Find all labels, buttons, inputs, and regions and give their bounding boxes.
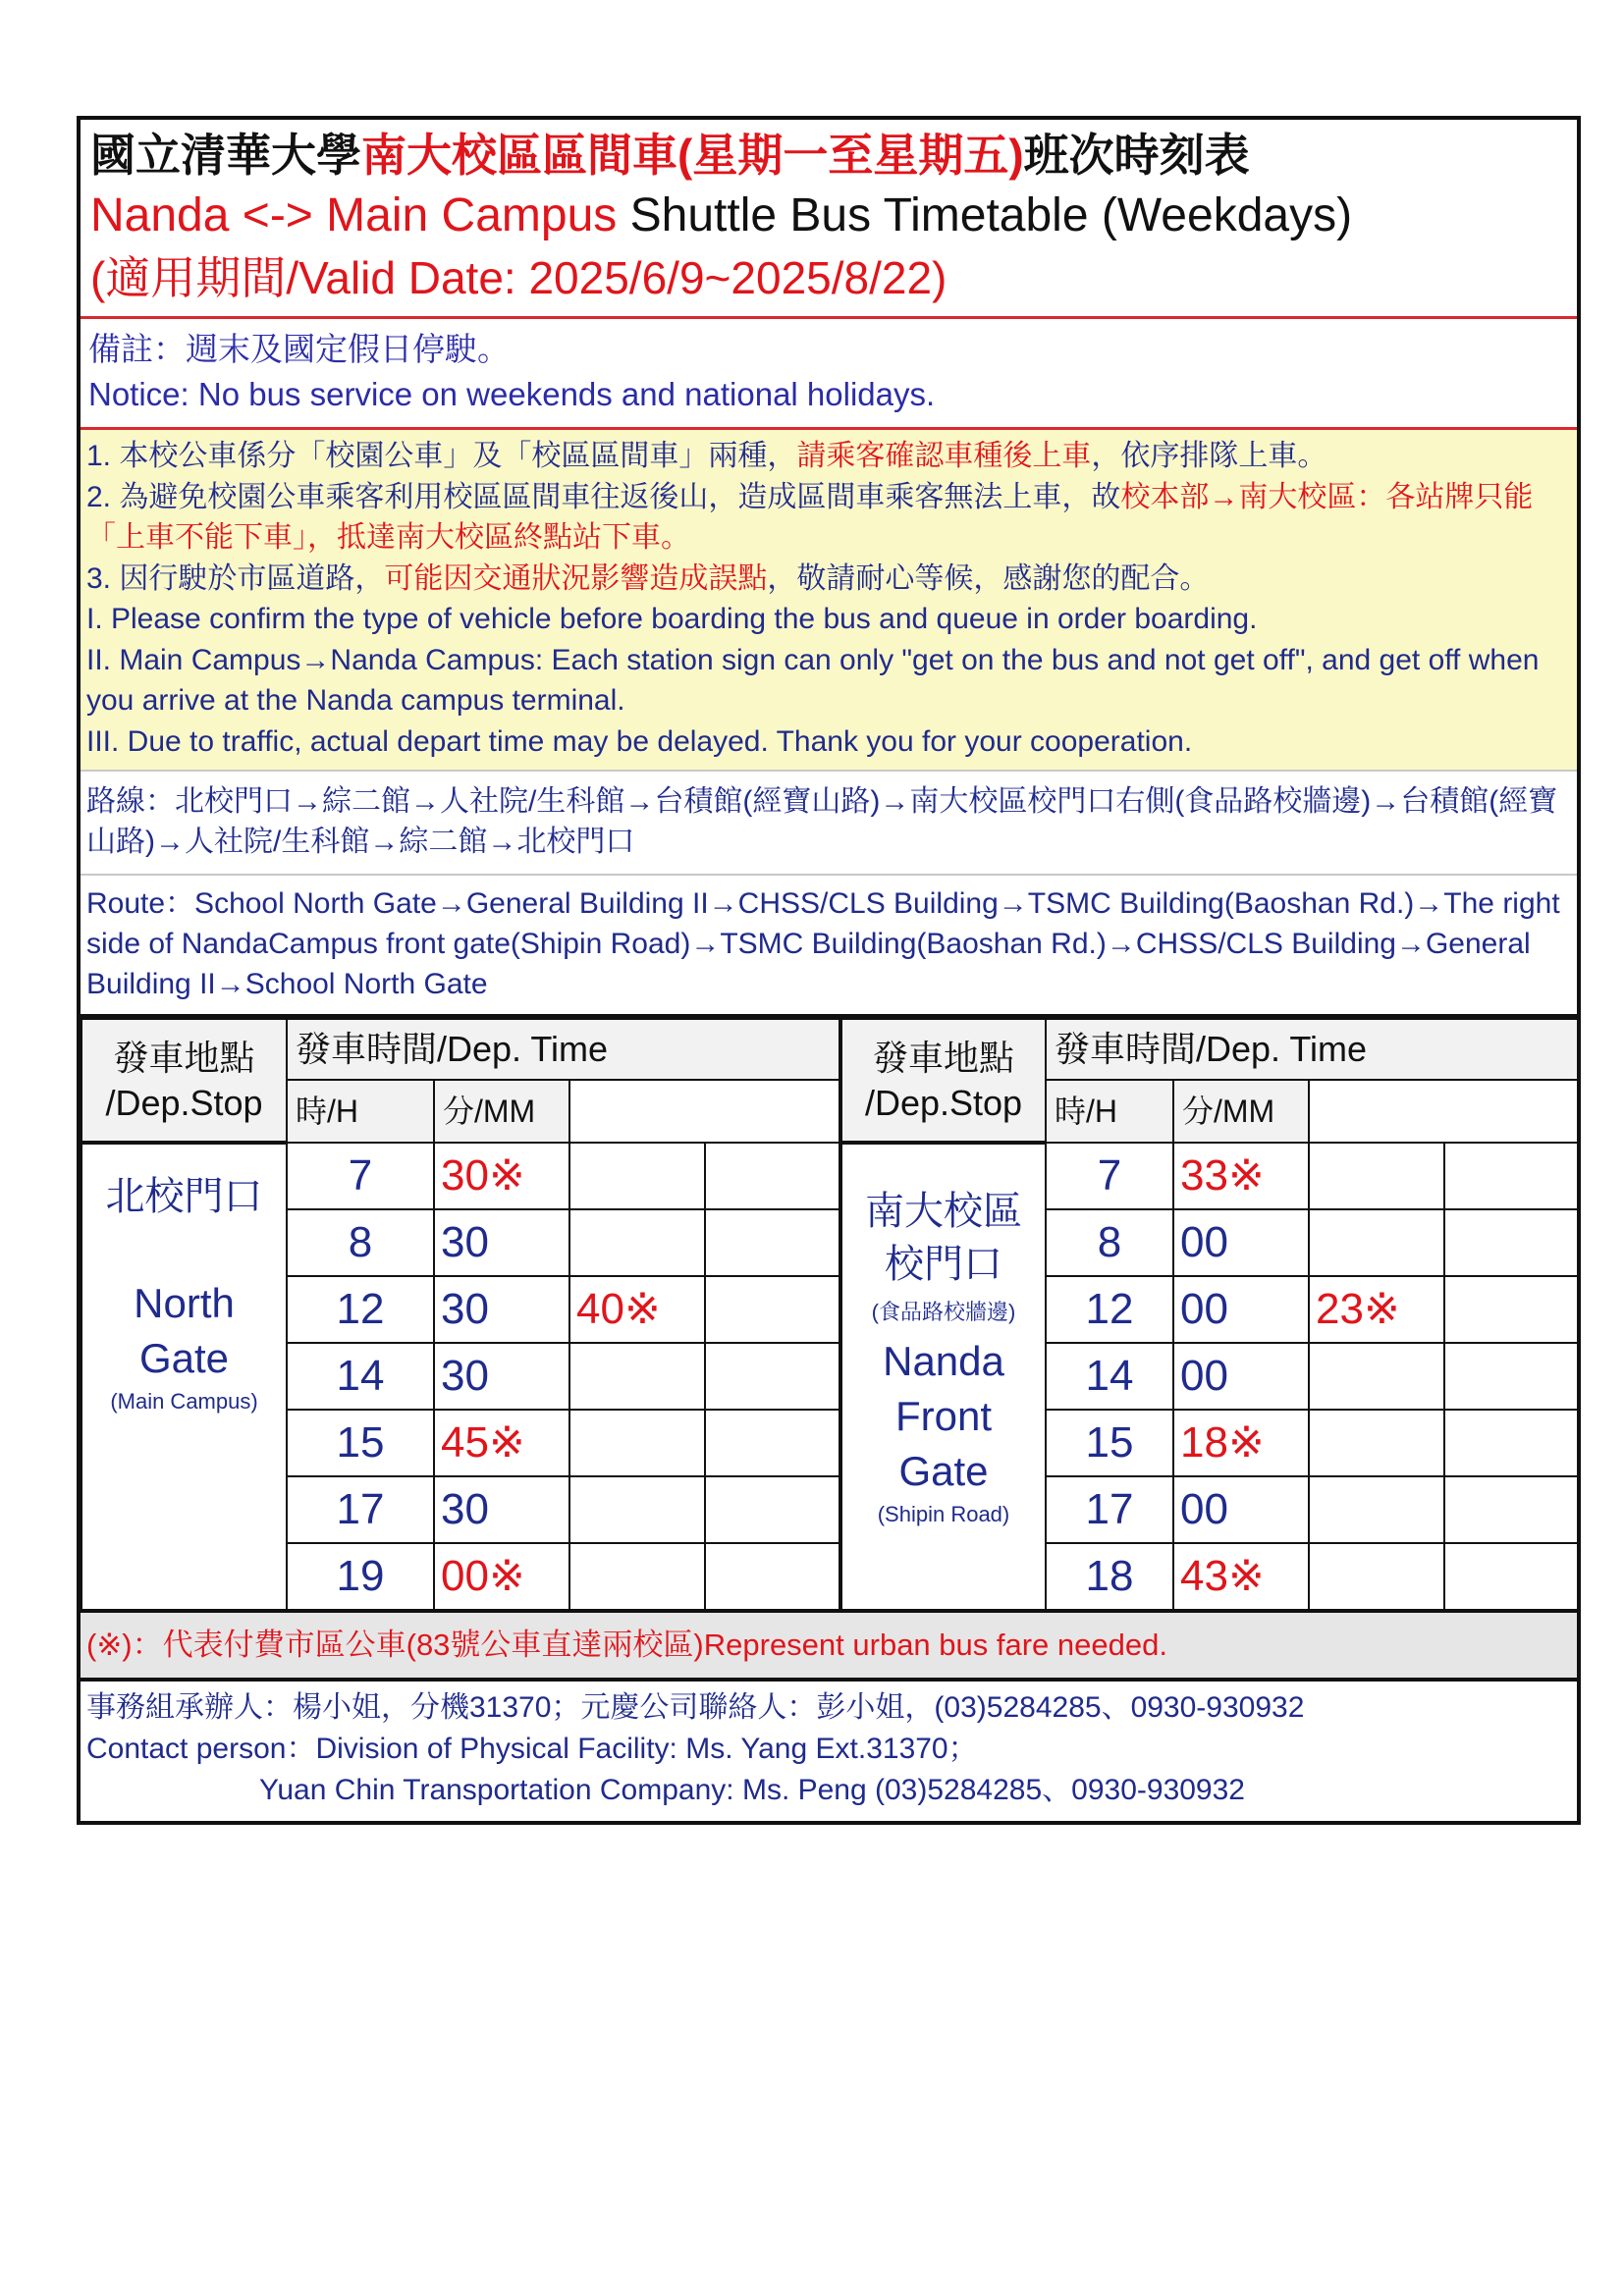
rule-en-1: I. Please confirm the type of vehicle before boarding the bus and queue in order boarding. (86, 603, 1258, 635)
right-empty-cell (1444, 1343, 1578, 1410)
left-empty-cell (705, 1143, 840, 1209)
right-stop-zh-note: (食品路校牆邊) (871, 1299, 1016, 1324)
left-hour-cell: 12 (287, 1276, 434, 1343)
right-minute-cell: 00 (1173, 1209, 1309, 1276)
right-empty-cell (1444, 1410, 1578, 1476)
title-block (81, 120, 1577, 319)
notice-en: Notice: No bus service on weekends and national holidays. (88, 376, 936, 412)
rule-3-text-end: ，敬請耐心等候，感謝您的配合。 (767, 561, 1210, 595)
right-minute-cell-2 (1309, 1143, 1444, 1209)
left-header-blank (569, 1080, 840, 1143)
right-minute-cell: 00 (1173, 1476, 1309, 1543)
left-empty-cell (705, 1476, 840, 1543)
right-dep-header: 發車時間/Dep. Time (1046, 1019, 1578, 1080)
left-min-header: 分/MM (434, 1080, 569, 1143)
left-minute-cell: 00※ (434, 1543, 569, 1610)
right-empty-cell (1444, 1476, 1578, 1543)
right-stop-zh-2: 校門口 (885, 1242, 1002, 1286)
rule-2-text: 2. 為避免校園公車乘客利用校區區間車往返後山，造成區間車乘客無法上車，故 (86, 480, 1121, 513)
title-en-highlight: Nanda <-> Main Campus (90, 189, 618, 241)
timetable-document (77, 116, 1581, 1825)
right-minute-cell: 00 (1173, 1343, 1309, 1410)
timetable-row (81, 1476, 1578, 1543)
right-minute-cell-2 (1309, 1209, 1444, 1276)
timetable-row (81, 1143, 1578, 1209)
notice-zh: 備註：週末及國定假日停駛。 (88, 331, 510, 367)
rules-block (81, 430, 1577, 772)
right-hour-cell: 12 (1046, 1276, 1173, 1343)
left-stop-header-en: /Dep.Stop (105, 1082, 263, 1123)
notice-block (81, 319, 1577, 430)
route-zh: 路線：北校門口→綜二館→人社院/生科館→台積館(經寶山路)→南大校區校門口右側(食品路校牆邊)→台積館(經寶山路)→人社院/生科館→綜二館→北校門口 (81, 772, 1577, 876)
right-stop-zh-1: 南大校區 (865, 1189, 1022, 1233)
right-empty-cell (1444, 1209, 1578, 1276)
right-header-blank (1309, 1080, 1578, 1143)
rule-3-text: 3. 因行駛於市區道路， (86, 561, 385, 595)
right-empty-cell (1444, 1276, 1578, 1343)
right-minute-cell-2 (1309, 1410, 1444, 1476)
left-minute-cell: 30 (434, 1476, 569, 1543)
right-minute-cell: 33※ (1173, 1143, 1309, 1209)
right-min-header: 分/MM (1173, 1080, 1309, 1143)
right-minute-cell-2 (1309, 1476, 1444, 1543)
title-zh-suffix: 班次時刻表 (1023, 130, 1250, 181)
left-empty-cell (705, 1410, 840, 1476)
left-minute-cell-2 (569, 1410, 705, 1476)
right-stop-header (840, 1019, 1046, 1143)
right-stop-en-1: Nanda (883, 1337, 1004, 1384)
contact-zh: 事務組承辦人：楊小姐，分機31370；元慶公司聯絡人：彭小姐，(03)5284285、0930-930932 (86, 1691, 1305, 1724)
left-minute-cell-2 (569, 1209, 705, 1276)
contact-en-1: Contact person：Division of Physical Facility: Ms. Yang Ext.31370； (86, 1733, 978, 1765)
right-hour-cell: 7 (1046, 1143, 1173, 1209)
left-hour-header: 時/H (287, 1080, 434, 1143)
right-hour-cell: 14 (1046, 1343, 1173, 1410)
right-hour-header: 時/H (1046, 1080, 1173, 1143)
rule-en-2: II. Main Campus→Nanda Campus: Each station sign can only "get on the bus and not get off", and get off when you arrive at the Nanda campus terminal. (86, 643, 1540, 717)
left-minute-cell: 30 (434, 1343, 569, 1410)
right-minute-cell: 18※ (1173, 1410, 1309, 1476)
rule-1-highlight: 請乘客確認車種後上車 (796, 440, 1092, 472)
right-minute-cell-2 (1309, 1343, 1444, 1410)
left-hour-cell: 7 (287, 1143, 434, 1209)
timetable (81, 1018, 1579, 1611)
left-minute-cell: 30 (434, 1276, 569, 1343)
right-hour-cell: 15 (1046, 1410, 1173, 1476)
title-en-rest: Shuttle Bus Timetable (Weekdays) (617, 189, 1353, 241)
right-minute-cell: 43※ (1173, 1543, 1309, 1610)
rule-1-text-end: ，依序排隊上車。 (1091, 440, 1327, 472)
left-dep-header: 發車時間/Dep. Time (287, 1019, 840, 1080)
timetable-row (81, 1276, 1578, 1343)
rule-1 (86, 436, 1569, 477)
right-hour-cell: 17 (1046, 1476, 1173, 1543)
left-stop-header-zh: 發車地點 (113, 1037, 255, 1078)
title-zh-highlight: 南大校區區間車(星期一至星期五) (361, 130, 1024, 181)
left-stop-zh: 北校門口 (105, 1174, 263, 1218)
timetable-row (81, 1209, 1578, 1276)
right-empty-cell (1444, 1143, 1578, 1209)
route-en: Route：School North Gate→General Building II→CHSS/CLS Building→TSMC Building(Baoshan Rd.)→The right side of NandaCampus front gate(Shipin Road)→TSMC Building(Baoshan Rd.)→CHSS/CLS Building→General Building II→School North Gate (81, 876, 1577, 1018)
right-minute-cell: 00 (1173, 1276, 1309, 1343)
left-hour-cell: 8 (287, 1209, 434, 1276)
rule-2-highlight: 校本部→南大校區：各站牌只能「上車不能下車」，抵達南大校區終點站下車。 (86, 480, 1534, 554)
contact-block (81, 1682, 1577, 1821)
left-hour-cell: 17 (287, 1476, 434, 1543)
timetable-row (81, 1343, 1578, 1410)
right-empty-cell (1444, 1543, 1578, 1610)
left-stop-note: (Main Campus) (110, 1388, 258, 1414)
left-empty-cell (705, 1209, 840, 1276)
timetable-body (81, 1143, 1578, 1610)
left-minute-cell-2 (569, 1143, 705, 1209)
right-minute-cell-2: 23※ (1309, 1276, 1444, 1343)
left-empty-cell (705, 1276, 840, 1343)
left-minute-cell: 30※ (434, 1143, 569, 1209)
left-minute-cell-2 (569, 1343, 705, 1410)
left-minute-cell-2: 40※ (569, 1276, 705, 1343)
rule-3 (86, 559, 1569, 600)
right-stop-en-2: Front (894, 1392, 993, 1439)
rule-1-text: 1. 本校公車係分「校園公車」及「校區區間車」兩種， (86, 440, 797, 472)
rule-3-highlight: 可能因交通狀況影響造成誤點 (384, 561, 768, 595)
right-stop-header-zh: 發車地點 (872, 1037, 1014, 1078)
right-minute-cell-2 (1309, 1543, 1444, 1610)
left-stop-header (81, 1019, 287, 1143)
left-minute-cell: 30 (434, 1209, 569, 1276)
footnote: (※)：代表付費市區公車(83號公車直達兩校區)Represent urban bus fare needed. (81, 1611, 1577, 1682)
left-empty-cell (705, 1543, 840, 1610)
left-hour-cell: 15 (287, 1410, 434, 1476)
right-stop-en-3: Gate (898, 1447, 989, 1494)
left-minute-cell-2 (569, 1476, 705, 1543)
right-hour-cell: 8 (1046, 1209, 1173, 1276)
left-hour-cell: 19 (287, 1543, 434, 1610)
title-zh-prefix: 國立清華大學 (90, 130, 361, 181)
title-en (90, 185, 1567, 247)
right-stop-header-en: /Dep.Stop (864, 1082, 1023, 1123)
right-stop-name (840, 1143, 1046, 1610)
left-hour-cell: 14 (287, 1343, 434, 1410)
left-stop-en-2: Gate (138, 1334, 230, 1381)
left-minute-cell-2 (569, 1543, 705, 1610)
left-stop-en-1: North (134, 1279, 235, 1326)
valid-date: (適用期間/Valid Date: 2025/6/9~2025/8/22) (90, 252, 947, 303)
left-stop-name (81, 1143, 287, 1610)
left-empty-cell (705, 1343, 840, 1410)
rule-en-3: III. Due to traffic, actual depart time may be delayed. Thank you for your cooperation. (86, 724, 1193, 758)
contact-en-2: Yuan Chin Transportation Company: Ms. Peng (03)5284285、0930-930932 (259, 1774, 1245, 1806)
timetable-row (81, 1543, 1578, 1610)
right-hour-cell: 18 (1046, 1543, 1173, 1610)
right-stop-note: (Shipin Road) (877, 1501, 1010, 1526)
timetable-row (81, 1410, 1578, 1476)
title-zh (90, 126, 1567, 185)
left-minute-cell: 45※ (434, 1410, 569, 1476)
rule-2 (86, 477, 1569, 559)
